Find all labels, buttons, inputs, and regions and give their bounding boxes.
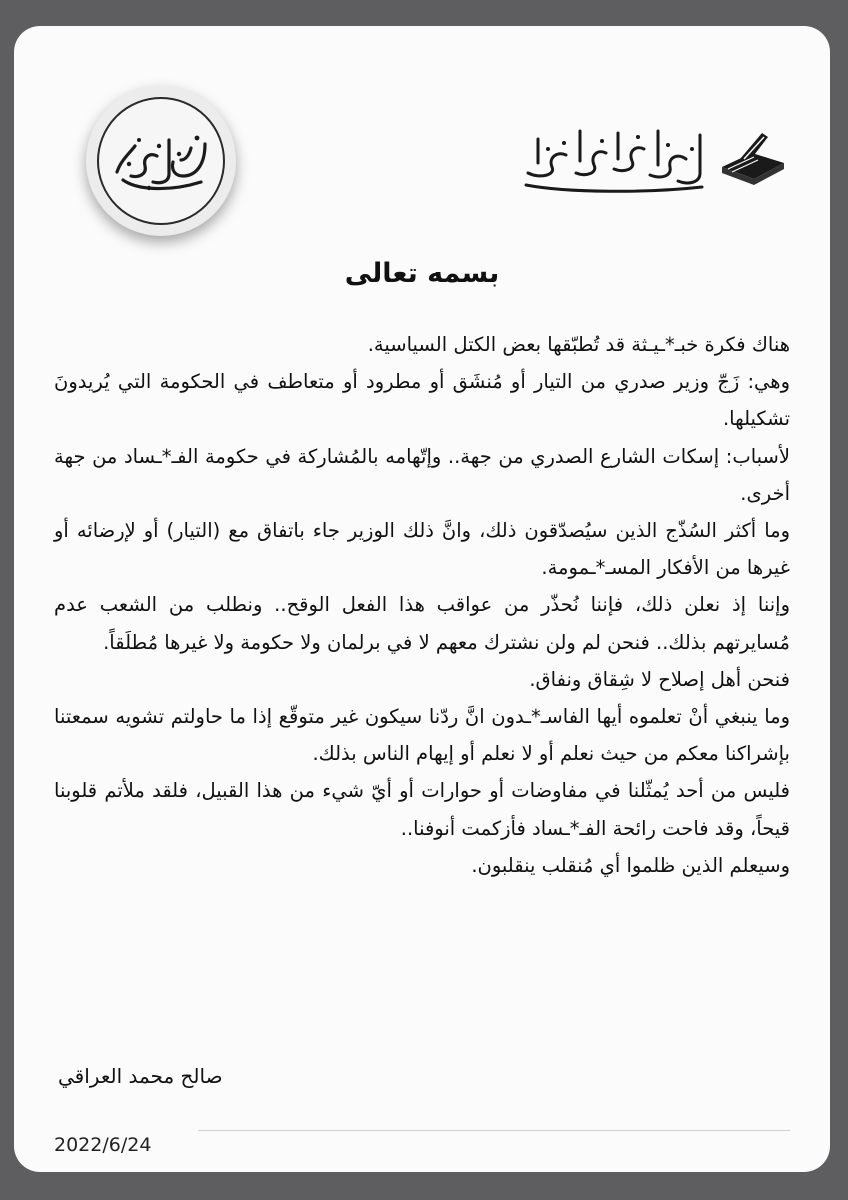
document-body — [54, 326, 790, 884]
paragraph-6: فنحن أهل إصلاح لا شِقاق ونفاق. — [529, 667, 790, 691]
signature: صالح محمد العراقي — [58, 1064, 223, 1088]
paragraph-5: وإننا إذ نعلن ذلك، فإننا نُحذّر من عواقب هذا الفعل الوقح.. ونطلب من الشعب عدم مُسايرتهم بذلك.. فنحن لم ولن نشترك معهم لا في برلمان ولا حكومة ولا غيرها مُطلَقاً. — [54, 593, 790, 654]
seal-logo — [86, 86, 236, 236]
document-title: بسمه تعالى — [344, 258, 500, 289]
paragraph-9: وسيعلم الذين ظلموا أي مُنقلب ينقلبون. — [471, 853, 790, 877]
paragraph-4: وما أكثر السُذّج الذين سيُصدّقون ذلك، وانَّ ذلك الوزير جاء باتفاق مع (التيار) أو لإرضائه أو غيرها من الأفكار المسـ*ـمومة. — [54, 519, 790, 580]
paragraph-7: وما ينبغي أنْ تعلموه أيها الفاسـ*ـدون انَّ ردّنا سيكون غير متوقّع إذا ما حاولتم تشويه سمعتنا بإشراكنا معكم من حيث نعلم أو لا نعلم أو إيهام الناس بذلك. — [54, 705, 790, 766]
paragraph-8: فليس من أحد يُمثّلنا في مفاوضات أو حوارات أو أيّ شيء من هذا القبيل، فلقد ملأتم قلوبنا قيحاً، وقد فاحت رائحة الفـ*ـساد فأزكمت أنوفنا.. — [54, 779, 790, 840]
name-calligraphy-logo — [518, 119, 708, 199]
header-logo — [498, 114, 788, 204]
document-date: 2022/6/24 — [54, 1134, 152, 1156]
document-card — [14, 26, 830, 1172]
paragraph-3: لأسباب: إسكات الشارع الصدري من جهة.. وإتّهامه بالمُشاركة في حكومة الفـ*ـساد من جهة أخرى. — [54, 444, 790, 505]
seal-calligraphy-icon — [109, 126, 213, 196]
pen-on-book-icon — [718, 129, 788, 189]
seal-inner-ring — [97, 97, 225, 225]
footer-divider — [198, 1130, 790, 1131]
paragraph-1: هناك فكرة خبـ*ـيـثة قد تُطبّقها بعض الكتل السياسية. — [367, 333, 790, 356]
paragraph-2: وهي: زَجّ وزير صدري من التيار أو مُنشَق أو مطرود أو متعاطف في الحكومة التي يُريدونَ تشكيلها. — [54, 370, 790, 431]
